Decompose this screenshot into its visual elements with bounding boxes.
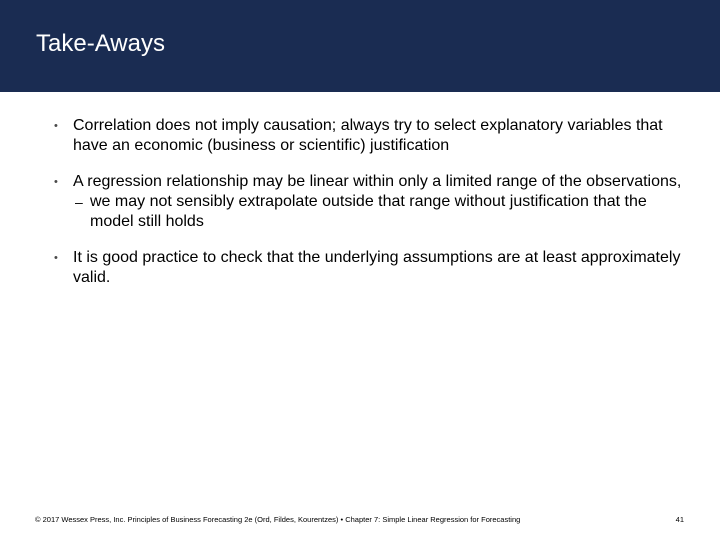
page-number: 41 (675, 515, 684, 524)
bullet-item (54, 248, 694, 288)
bullet-item (54, 172, 694, 232)
sub-bullet-item (73, 192, 694, 232)
bullet-text: Correlation does not imply causation; always try to select explanatory variables that have an economic (business or scientific) justification (73, 117, 663, 154)
bullet-text: A regression relationship may be linear within only a limited range of the observations, (73, 173, 682, 190)
dash-icon: – (75, 194, 83, 210)
title-bar (0, 0, 720, 92)
bullet-item (54, 116, 694, 156)
bullet-icon: • (54, 252, 58, 264)
bullet-text: It is good practice to check that the underlying assumptions are at least approximately valid. (73, 249, 681, 286)
bullet-icon: • (54, 120, 58, 132)
bullet-list (54, 116, 694, 304)
sub-bullet-text: we may not sensibly extrapolate outside that range without justification that the model still holds (90, 193, 647, 230)
slide-title: Take-Aways (36, 30, 165, 57)
bullet-icon: • (54, 176, 58, 188)
footer-text: © 2017 Wessex Press, Inc. Principles of Business Forecasting 2e (Ord, Fildes, Kourentzes) • Chapter 7: Simple Linear Regression for Forecasting (35, 515, 521, 524)
